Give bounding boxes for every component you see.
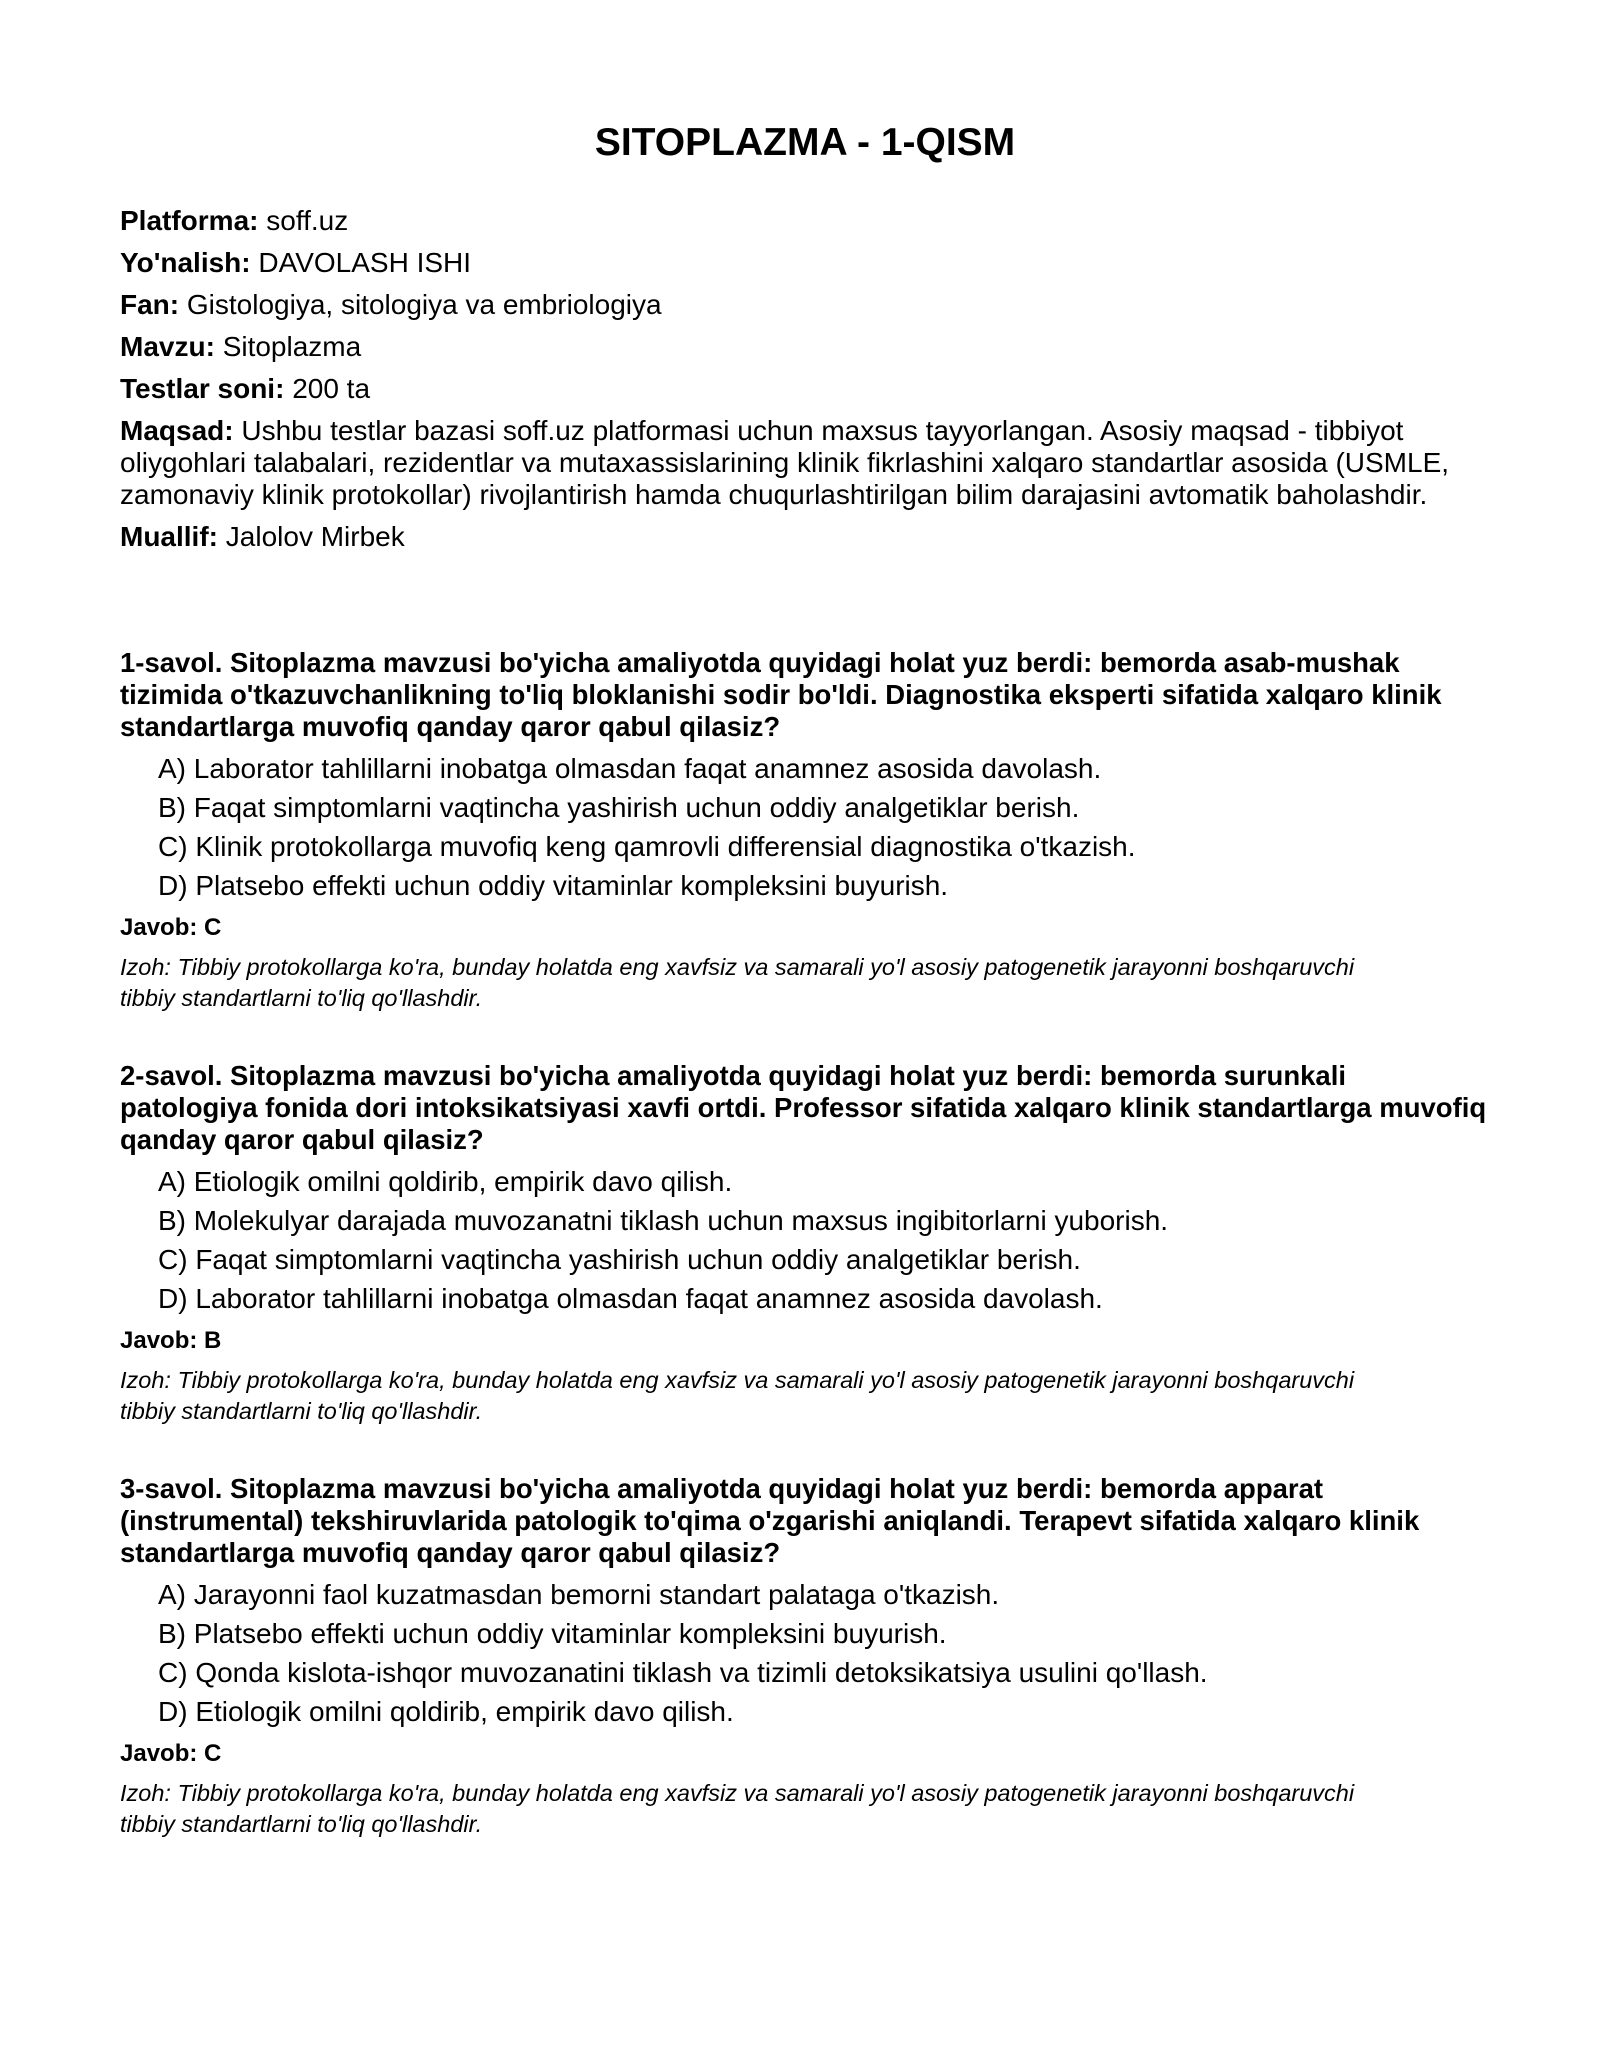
page-title: SITOPLAZMA - 1-QISM [594, 121, 1016, 164]
meta-key: Maqsad: [120, 414, 234, 446]
meta-key: Mavzu: [120, 330, 215, 362]
answer-line: Javob: C [120, 913, 222, 941]
meta-maqsad [120, 415, 1490, 511]
answer-options [120, 1579, 1490, 1728]
question-1 [120, 647, 1490, 1014]
answer-line: Javob: B [120, 1326, 222, 1354]
option-d: D) Platsebo effekti uchun oddiy vitaminlar kompleksini buyurish. [158, 869, 949, 901]
answer-line: Javob: C [120, 1739, 222, 1767]
meta-muallif [120, 521, 1490, 553]
meta-key: Fan: [120, 288, 180, 320]
question-text: 1-savol. Sitoplazma mavzusi bo'yicha amaliyotda quyidagi holat yuz berdi: bemorda asab-mushak tizimida o'tkazuvchanlikning to'liq bloklanishi sodir bo'ldi. Diagnostika eksperti sifatida xalqaro klinik standartlarga muvofiq qanday qaror qabul qilasiz? [120, 646, 1442, 742]
answer-options [120, 753, 1490, 902]
option-a: A) Laborator tahlillarni inobatga olmasdan faqat anamnez asosida davolash. [158, 752, 1102, 784]
question-text: 3-savol. Sitoplazma mavzusi bo'yicha amaliyotda quyidagi holat yuz berdi: bemorda apparat (instrumental) tekshiruvlarida patologik to'qima o'zgarishi aniqlandi. Terapevt sifatida xalqaro klinik standartlarga muvofiq qanday qaror qabul qilasiz? [120, 1472, 1420, 1568]
meta-value: Jalolov Mirbek [225, 520, 405, 552]
option-d: D) Laborator tahlillarni inobatga olmasdan faqat anamnez asosida davolash. [158, 1282, 1103, 1314]
meta-key: Testlar soni: [120, 372, 285, 404]
explanation-note: Izoh: Tibbiy protokollarga ko'ra, bunday holatda eng xavfsiz va samarali yo'l asosiy patogenetik jarayonni boshqaruvchi tibbiy standartlarni to'liq qo'llashdir. [120, 1366, 1355, 1424]
meta-key: Yo'nalish: [120, 246, 251, 278]
option-d: D) Etiologik omilni qoldirib, empirik davo qilish. [158, 1695, 734, 1727]
meta-testlar-soni [120, 373, 1490, 405]
question-3 [120, 1473, 1490, 1840]
meta-yonalish [120, 247, 1490, 279]
meta-key: Muallif: [120, 520, 218, 552]
answer-options [120, 1166, 1490, 1315]
explanation-note: Izoh: Tibbiy protokollarga ko'ra, bunday holatda eng xavfsiz va samarali yo'l asosiy patogenetik jarayonni boshqaruvchi tibbiy standartlarni to'liq qo'llashdir. [120, 1779, 1355, 1837]
meta-mavzu [120, 331, 1490, 363]
option-c: C) Faqat simptomlarni vaqtincha yashirish uchun oddiy analgetiklar berish. [158, 1243, 1081, 1275]
meta-block [120, 205, 1490, 553]
meta-fan [120, 289, 1490, 321]
meta-value: Sitoplazma [222, 330, 362, 362]
meta-key: Platforma: [120, 204, 259, 236]
explanation-note: Izoh: Tibbiy protokollarga ko'ra, bunday holatda eng xavfsiz va samarali yo'l asosiy patogenetik jarayonni boshqaruvchi tibbiy standartlarni to'liq qo'llashdir. [120, 953, 1355, 1011]
meta-value: Ushbu testlar bazasi soff.uz platformasi uchun maxsus tayyorlangan. Asosiy maqsad - tibbiyot oliygohlari talabalari, rezidentlar va mutaxassislarining klinik fikrlashini xalqaro standartlar asosida (USMLE, zamonaviy klinik protokollar) rivojlantirish hamda chuqurlashtirilgan bilim darajasini avtomatik baholashdir. [120, 414, 1450, 510]
option-c: C) Klinik protokollarga muvofiq keng qamrovli differensial diagnostika o'tkazish. [158, 830, 1136, 862]
meta-platforma [120, 205, 1490, 237]
option-a: A) Jarayonni faol kuzatmasdan bemorni standart palataga o'tkazish. [158, 1578, 1000, 1610]
meta-value: DAVOLASH ISHI [258, 246, 472, 278]
option-b: B) Platsebo effekti uchun oddiy vitaminlar kompleksini buyurish. [158, 1617, 947, 1649]
meta-value: soff.uz [266, 204, 349, 236]
option-b: B) Molekulyar darajada muvozanatni tiklash uchun maxsus ingibitorlarni yuborish. [158, 1204, 1169, 1236]
meta-value: 200 ta [292, 372, 371, 404]
option-a: A) Etiologik omilni qoldirib, empirik davo qilish. [158, 1165, 733, 1197]
option-b: B) Faqat simptomlarni vaqtincha yashirish uchun oddiy analgetiklar berish. [158, 791, 1080, 823]
question-2 [120, 1060, 1490, 1427]
meta-value: Gistologiya, sitologiya va embriologiya [186, 288, 662, 320]
option-c: C) Qonda kislota-ishqor muvozanatini tiklash va tizimli detoksikatsiya usulini qo'llash. [158, 1656, 1208, 1688]
question-text: 2-savol. Sitoplazma mavzusi bo'yicha amaliyotda quyidagi holat yuz berdi: bemorda surunkali patologiya fonida dori intoksikatsiyasi xavfi ortdi. Professor sifatida xalqaro klinik standartlarga muvofiq qanday qaror qabul qilasiz? [120, 1059, 1487, 1155]
